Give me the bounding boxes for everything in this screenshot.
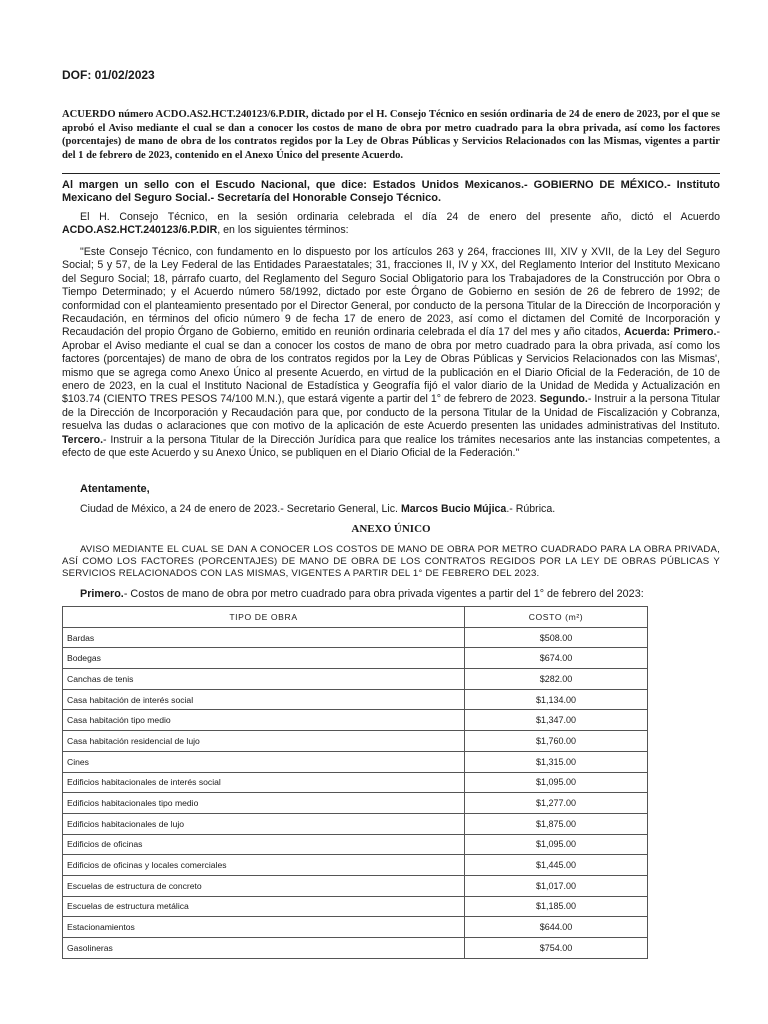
table-row <box>63 751 648 772</box>
acuerdo-title: ACUERDO número ACDO.AS2.HCT.240123/6.P.DIR, dictado por el H. Consejo Técnico en sesión ordinaria de 24 de enero de 2023, por el que se aprobó el Aviso mediante el cual se dan a conocer los costos de mano de obra por metro cuadrado para la obra privada, así como los factores (porcentajes) de mano de obra de los contratos regidos por la Ley de Obras Públicas y Servicios Relacionados con las Mismas, vigentes a partir del 1 de febrero de 2023, contenido en el Anexo Único del presente Acuerdo. <box>62 109 720 161</box>
firma-line <box>80 503 555 515</box>
tipo-cell: Estacionamientos <box>63 917 465 938</box>
tipo-cell: Edificios de oficinas <box>63 834 465 855</box>
dof-date: DOF: 01/02/2023 <box>62 68 155 82</box>
header-costo: COSTO (m²) <box>465 607 648 628</box>
costo-cell: $1,095.00 <box>465 834 648 855</box>
costo-cell: $1,277.00 <box>465 793 648 814</box>
quote-bold-tercero: Tercero. <box>62 433 104 446</box>
costo-cell: $282.00 <box>465 669 648 690</box>
tipo-cell: Escuelas de estructura metálica <box>63 896 465 917</box>
firma-before: Ciudad de México, a 24 de enero de 2023.- Secretario General, Lic. <box>80 503 401 515</box>
anexo-title: ANEXO ÚNICO <box>351 523 431 535</box>
acuerdo-quote <box>62 246 720 461</box>
table-row <box>63 648 648 669</box>
tipo-cell: Edificios habitacionales de interés social <box>63 772 465 793</box>
intro-after: , en los siguientes términos: <box>217 224 349 237</box>
intro-code: ACDO.AS2.HCT.240123/6.P.DIR <box>62 224 218 237</box>
quote-part2: - Aprobar el Aviso mediante el cual se dan a conocer los costos de mano de obra por metro cuadrado para la obra privada, así como los factores (porcentajes) de mano de obra de los contratos regidos por la Ley de Obras Públicas y Servicios Relacionados con las Mismas', mismo que se agrega como Anexo Único al presente Acuerdo, en virtud de la publicación en el Diario Oficial de la Federación, de 10 de enero de 2023, en la cual el Instituto Nacional de Estadística y Geografía fijó el valor diario de la Unidad de Medida y Actualización en $103.74 (CIENTO TRES PESOS 74/100 M.N.), que estará vigente a partir del 1° de febrero de 2023. <box>62 326 720 406</box>
table-header-row <box>63 607 648 628</box>
tipo-cell: Edificios de oficinas y locales comerciales <box>63 855 465 876</box>
table-row <box>63 834 648 855</box>
tipo-cell: Edificios habitacionales tipo medio <box>63 793 465 814</box>
tipo-cell: Casa habitación de interés social <box>63 689 465 710</box>
tipo-cell: Bodegas <box>63 648 465 669</box>
costo-cell: $644.00 <box>465 917 648 938</box>
costo-cell: $1,185.00 <box>465 896 648 917</box>
quote-part4: - Instruir a la persona Titular de la Dirección Jurídica para que realice los trámites necesarios ante las instancias competentes, a efecto de que este Acuerdo y su Anexo Único, se publiquen en el Diario Oficial de la Federación." <box>62 433 720 460</box>
primero-label: Primero. <box>80 588 124 600</box>
tipo-cell: Cines <box>63 751 465 772</box>
tipo-cell: Escuelas de estructura de concreto <box>63 875 465 896</box>
primero-text: - Costos de mano de obra por metro cuadrado para obra privada vigentes a partir del 1° de febrero del 2023: <box>123 588 644 600</box>
intro-before: El H. Consejo Técnico, en la sesión ordinaria celebrada el día 24 de enero del presente año, dictó el Acuerdo <box>80 211 720 223</box>
costo-cell: $1,445.00 <box>465 855 648 876</box>
atentamente: Atentamente, <box>80 483 150 495</box>
costo-cell: $1,134.00 <box>465 689 648 710</box>
table-row <box>63 917 648 938</box>
table-row <box>63 896 648 917</box>
quote-part1: "Este Consejo Técnico, con fundamento en lo dispuesto por los artículos 263 y 264, fracciones III, XIV y XVII, de la Ley del Seguro Social; 5 y 57, de la Ley Federal de las Entidades Paraestatales; 31, fracciones II, IV y XX, del Reglamento Interior del Instituto Mexicano del Seguro Social; 18, párrafo cuarto, del Reglamento del Seguro Social Obligatorio para los Trabajadores de la Construcción por Obra o Tiempo Determinado; y el Acuerdo número 58/1992, dictado por este Órgano de Gobierno en sesión de 26 de febrero de 1992; de conformidad con el planteamiento presentado por el Director General, por conducto de la persona Titular de la Dirección de Incorporación y Recaudación, en términos del oficio número 9 de fecha 17 de enero de 2023, así como el dictamen del Comité de Incorporación y Recaudación del propio Órgano de Gobierno, emitido en reunión ordinaria celebrada el día 17 del mes y año citados, <box>62 246 720 339</box>
costs-table <box>62 606 648 959</box>
table-row <box>63 855 648 876</box>
table-row <box>63 813 648 834</box>
costo-cell: $1,315.00 <box>465 751 648 772</box>
table-row <box>63 731 648 752</box>
quote-bold-primero: Acuerda: Primero. <box>624 326 717 339</box>
costo-cell: $1,095.00 <box>465 772 648 793</box>
table-row <box>63 772 648 793</box>
margen-sello: Al margen un sello con el Escudo Nacional, que dice: Estados Unidos Mexicanos.- GOBIERNO DE MÉXICO.- Instituto Mexicano del Seguro Social.- Secretaría del Honorable Consejo Técnico. <box>62 179 720 204</box>
header-tipo-obra: TIPO DE OBRA <box>63 607 465 628</box>
tipo-cell: Bardas <box>63 627 465 648</box>
firma-after: .- Rúbrica. <box>506 503 556 515</box>
tipo-cell: Casa habitación tipo medio <box>63 710 465 731</box>
costo-cell: $508.00 <box>465 627 648 648</box>
table-row <box>63 793 648 814</box>
costo-cell: $1,760.00 <box>465 731 648 752</box>
firma-name: Marcos Bucio Mújica <box>400 503 507 515</box>
primero-line <box>80 588 644 600</box>
table-row <box>63 938 648 959</box>
table-row <box>63 669 648 690</box>
table-row <box>63 627 648 648</box>
table-row <box>63 689 648 710</box>
tipo-cell: Canchas de tenis <box>63 669 465 690</box>
tipo-cell: Edificios habitacionales de lujo <box>63 813 465 834</box>
costo-cell: $754.00 <box>465 938 648 959</box>
quote-part3: - Instruir a la persona Titular de la Dirección de Incorporación y Recaudación para que, por conducto de la persona Titular de la Unidad de Fiscalización y Cobranza, resuelva las dudas o aclaraciones que con motivo de la aplicación de este Acuerdo presenten las unidades administrativas del Instituto. <box>62 393 721 433</box>
costo-cell: $1,017.00 <box>465 875 648 896</box>
table-row <box>63 875 648 896</box>
tipo-cell: Gasolineras <box>63 938 465 959</box>
quote-bold-segundo: Segundo. <box>539 393 588 406</box>
costo-cell: $674.00 <box>465 648 648 669</box>
costo-cell: $1,347.00 <box>465 710 648 731</box>
table-row <box>63 710 648 731</box>
aviso-paragraph: AVISO MEDIANTE EL CUAL SE DAN A CONOCER LOS COSTOS DE MANO DE OBRA POR METRO CUADRADO PARA LA OBRA PRIVADA, ASÍ COMO LOS FACTORES (PORCENTAJES) DE MANO DE OBRA DE LOS CONTRATOS REGIDOS POR LA LEY DE OBRAS PÚBLICAS Y SERVICIOS RELACIONADOS CON LAS MISMAS, VIGENTES A PARTIR DEL 1° DE FEBRERO DEL 2023. <box>62 544 720 579</box>
intro-paragraph <box>62 211 720 237</box>
costo-cell: $1,875.00 <box>465 813 648 834</box>
divider <box>62 173 720 174</box>
tipo-cell: Casa habitación residencial de lujo <box>63 731 465 752</box>
